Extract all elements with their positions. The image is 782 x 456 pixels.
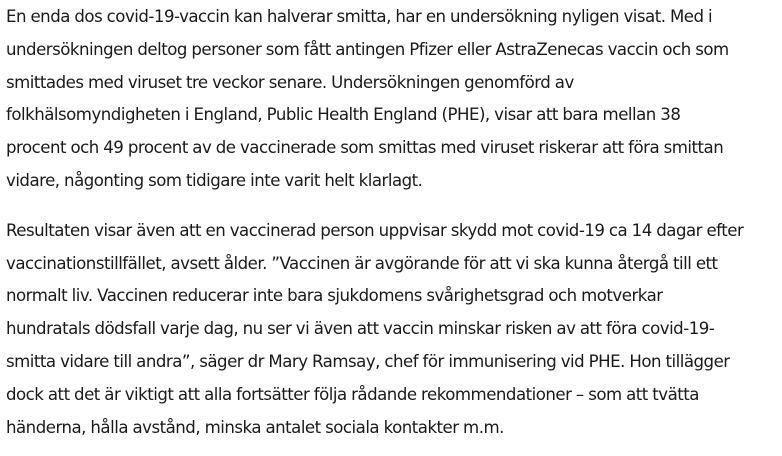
paragraph-line: normalt liv. Vaccinen reducerar inte bara sjukdomens svårighetsgrad och motverkar [6,286,663,306]
paragraph-line: vidare, någonting som tidigare inte varit helt klarlagt. [6,170,423,190]
paragraph-spacer [6,198,782,215]
paragraph-line: procent och 49 procent av de vaccinerade som smittas med viruset riskerar att föra smittan [6,138,724,158]
paragraph-line: hundratals dödsfall varje dag, nu ser vi även att vaccin minskar risken av att föra covid-19- [6,319,715,339]
paragraph-2 [6,215,782,445]
paragraph-line: undersökningen deltog personer som fått antingen Pfizer eller AstraZenecas vaccin och som [6,39,729,59]
paragraph-line: vaccinationstillfället, avsett ålder. ”Vaccinen är avgörande för att vi ska kunna återgå till ett [6,253,718,273]
paragraph-line: En enda dos covid-19-vaccin kan halverar smitta, har en undersökning nyligen visat. Med i [6,7,713,26]
paragraph-line: smittades med viruset tre veckor senare. Undersökningen genomförd av [6,72,574,92]
paragraph-1 [6,1,782,198]
paragraph-line: dock att det är viktigt att alla fortsätter följa rådande rekommendationer – som att tvätta [6,384,699,404]
paragraph-line: smitta vidare till andra”, säger dr Mary Ramsay, chef för immunisering vid PHE. Hon tillägger [6,351,730,371]
paragraph-line: Resultaten visar även att en vaccinerad person uppvisar skydd mot covid-19 ca 14 dagar efter [6,220,744,240]
paragraph-line: folkhälsomyndigheten i England, Public Health England (PHE), visar att bara mellan 38 [6,105,681,125]
paragraph-line: händerna, hålla avstånd, minska antalet sociala kontakter m.m. [6,417,504,437]
